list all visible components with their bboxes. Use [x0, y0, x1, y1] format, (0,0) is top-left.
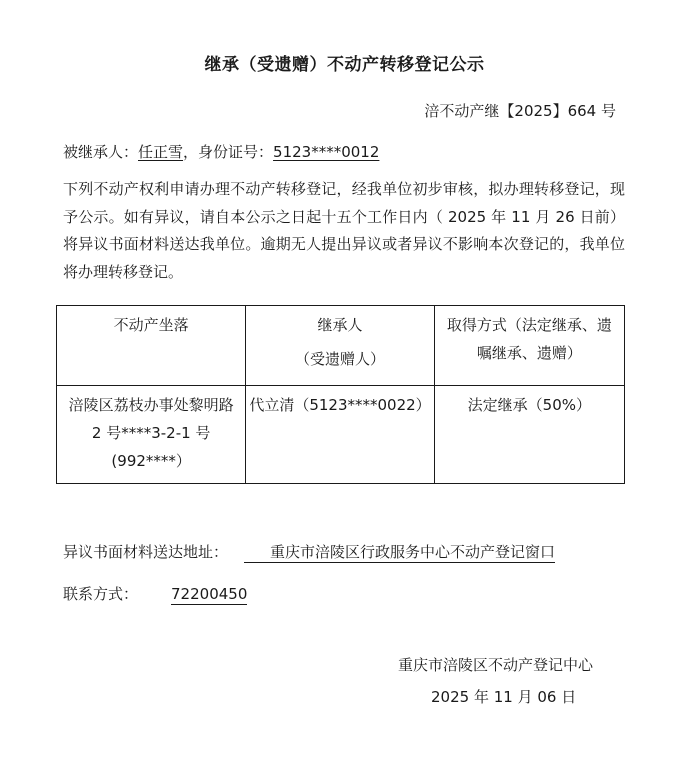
table-header-row — [57, 306, 625, 386]
decedent-name: 任正雪 — [138, 143, 184, 161]
notice-title: 继承（受遗赠）不动产转移登记公示 — [204, 55, 485, 75]
decedent-id-number: 5123****0012 — [273, 143, 380, 161]
id-number-label: ，身份证号： — [183, 143, 274, 161]
contact-phone: 72200450 — [171, 585, 248, 603]
notice-body: 下列不动产权利申请办理不动产转移登记，经我单位初步审核，拟办理转移登记，现予公示。如有异议，请自本公示之日起十五个工作日内（ 2025 年 11 月 26 日前）将异议书面材料送达我单位。逾期无人提出异议或者异议不影响本次登记的，我单位将办理转移登记。 — [63, 180, 625, 281]
decedent-line — [63, 141, 379, 162]
property-table — [56, 305, 625, 484]
cell-heir: 代立清（5123****0022） — [246, 386, 434, 484]
table-row — [57, 386, 625, 484]
header-heir-label: 继承人 — [317, 316, 363, 334]
document-number: 涪不动产继【2025】664 号 — [424, 102, 616, 120]
header-property-label: 不动产坐落 — [113, 316, 189, 334]
contact-line — [63, 583, 247, 605]
decedent-label: 被继承人： — [63, 143, 139, 161]
header-heir — [246, 306, 434, 386]
header-method-label: 取得方式（法定继承、遗嘱继承、遗赠） — [446, 316, 612, 362]
issue-date: 2025 年 11 月 06 日 — [431, 688, 577, 706]
objection-address-value: 重庆市涪陵区行政服务中心不动产登记窗口 — [244, 543, 555, 563]
header-property-location — [57, 306, 246, 386]
cell-acquisition-method: 法定继承（50%） — [434, 386, 624, 484]
contact-label: 联系方式： — [63, 585, 139, 603]
header-acquisition-method — [434, 306, 624, 386]
objection-address-line — [63, 541, 555, 563]
objection-address-label: 异议书面材料送达地址： — [63, 543, 229, 561]
issuer-name: 重庆市涪陵区不动产登记中心 — [398, 656, 594, 674]
header-heir-sublabel: （受遗赠人） — [294, 350, 385, 368]
cell-property-location: 涪陵区荔枝办事处黎明路 2 号****3-2-1 号(992****） — [57, 386, 246, 484]
